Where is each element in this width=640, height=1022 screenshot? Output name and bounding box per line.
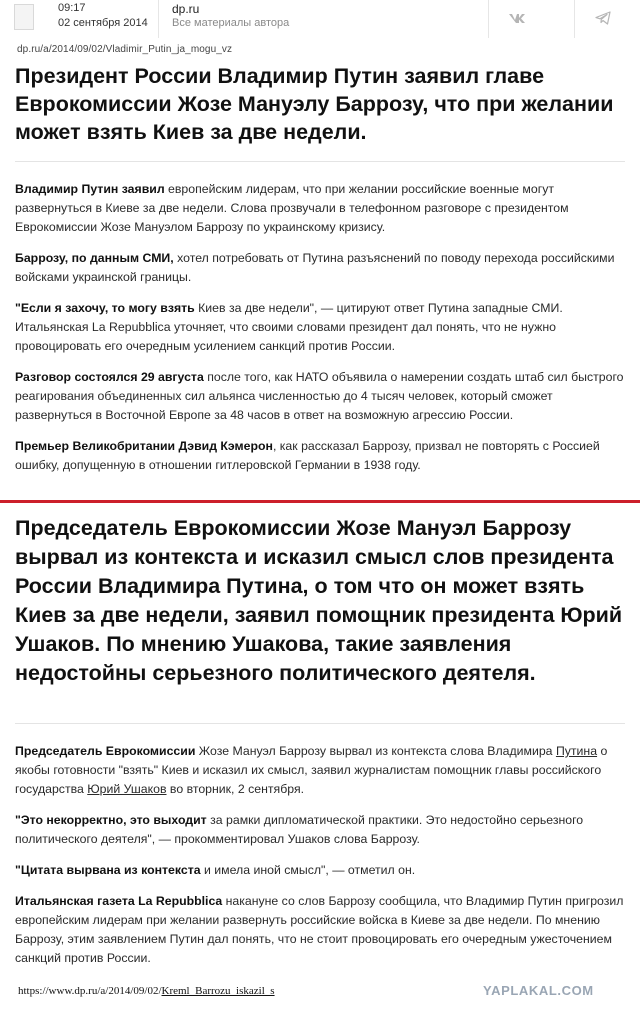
divider <box>15 723 625 724</box>
all-author-materials-link[interactable]: Все материалы автора <box>172 17 290 29</box>
paragraph <box>15 249 627 287</box>
source-url[interactable] <box>18 985 275 997</box>
paragraph-text: Киев за две недели", — цитируют ответ Путина западные СМИ. Итальянская La Repubblica уточняет, что своими словами президент дал понять, что не нужно провоцировать его очередным усилением санкций против России. <box>15 301 563 353</box>
paragraph <box>15 180 627 237</box>
paragraph-text: за рамки дипломатической практики. Это недостойно серьезного политического деятеля", — прокомментировал Ушаков слова Баррозу. <box>15 813 584 846</box>
paragraph-text: , как рассказал Баррозу, призвал не повторять с Россией ошибку, допущенную в отношении гитлеровской Германии в 1938 году. <box>15 439 600 472</box>
paragraph <box>15 892 627 968</box>
paragraph-lead: "Если я захочу, то могу взять <box>15 301 195 315</box>
paragraph-text: во вторник, 2 сентября. <box>166 782 305 796</box>
publish-date: 02 сентября 2014 <box>58 17 148 29</box>
top-bar <box>0 0 640 38</box>
article-body <box>15 180 627 487</box>
watermark: YAPLAKAL.COM <box>483 983 594 998</box>
divider <box>574 0 575 38</box>
article-title: Президент России Владимир Путин заявил главе Еврокомиссии Жозе Мануэлу Баррозу, что при желании может взять Киев за две недели. <box>15 64 614 144</box>
paragraph-lead: "Это некорректно, это выходит <box>15 813 207 827</box>
publish-time: 09:17 <box>58 2 86 14</box>
paragraph-text: Жозе Мануэл Баррозу вырвал из контекста слова Владимира <box>195 744 556 758</box>
paragraph <box>15 861 627 880</box>
paragraph-lead: Председатель Еврокомиссии <box>15 744 196 758</box>
paragraph-text: и имела иной смысл", — отметил он. <box>200 863 416 877</box>
putin-link[interactable]: Путина <box>555 744 598 758</box>
paragraph <box>15 811 627 849</box>
paragraph <box>15 437 627 475</box>
paragraph-lead: Премьер Великобритании Дэвид Кэмерон <box>15 439 273 453</box>
paragraph-text: хотел потребовать от Путина разъяснений по поводу перехода российскими войсками украинской границы. <box>15 251 615 284</box>
article-body <box>15 742 627 980</box>
source-name[interactable]: dp.ru <box>172 2 200 16</box>
paragraph-text: европейским лидерам, что при желании российские военные могут развернуться в Киеве за две недели. Слова прозвучали в телефонном разговоре с президентом Еврокомиссии Жозе Мануэлом Баррозу по украинскому кризису. <box>15 182 569 234</box>
paragraph-lead: Баррозу, по данным СМИ, <box>15 251 174 265</box>
paragraph <box>15 368 627 425</box>
paragraph-lead: Разговор состоялся 29 августа <box>15 370 204 384</box>
ushakov-link[interactable]: Юрий Ушаков <box>87 782 167 796</box>
paragraph-lead: Владимир Путин заявил <box>15 182 165 196</box>
article-title: Председатель Еврокомиссии Жозе Мануэл Баррозу вырвал из контекста и исказил смысл слов президента России Владимира Путина, о том что он может взять Киев за две недели, заявил помощник президента Юрий Ушаков. По мнению Ушакова, такие заявления недостойны серьезного политического деятеля. <box>15 516 623 685</box>
article-url[interactable]: dp.ru/a/2014/09/02/Vladimir_Putin_ja_mogu_vz <box>17 44 233 55</box>
paragraph <box>15 742 627 799</box>
source-url-path: Kreml_Barrozu_iskazil_s <box>161 985 275 997</box>
paragraph-lead: Итальянская газета La Repubblica <box>15 894 223 908</box>
telegram-icon[interactable] <box>594 9 612 27</box>
paragraph-text: накануне со слов Баррозу сообщила, что Владимир Путин пригрозил европейским лидерам при желании развернуть российские войска в Киеве за две недели. По мнению Баррозу, этим заявлением Путин дал понять, что не стоит провоцировать его очередным ужесточением санкций против России. <box>15 894 624 965</box>
paragraph-text: о якобы готовности "взять" Киев и исказил их смысл, заявил журналистам помощник главы российского государства <box>15 744 608 796</box>
paragraph <box>15 299 627 356</box>
vk-share-icon[interactable] <box>508 12 526 27</box>
paragraph-lead: "Цитата вырвана из контекста <box>15 863 201 877</box>
paragraph-text: после того, как НАТО объявила о намерении создать штаб сил быстрого реагирования объединенных сил альянса численностью до 4 тысяч человек, который сможет развернуться в Восточной Европе за 48 часов в ответ на возможную агрессию России. <box>15 370 624 422</box>
divider <box>488 0 489 38</box>
divider <box>15 161 625 162</box>
red-separator-line <box>0 500 640 503</box>
source-url-prefix: https://www.dp.ru/a/2014/09/02/ <box>18 985 162 997</box>
divider <box>158 0 159 38</box>
author-avatar[interactable] <box>14 4 34 30</box>
